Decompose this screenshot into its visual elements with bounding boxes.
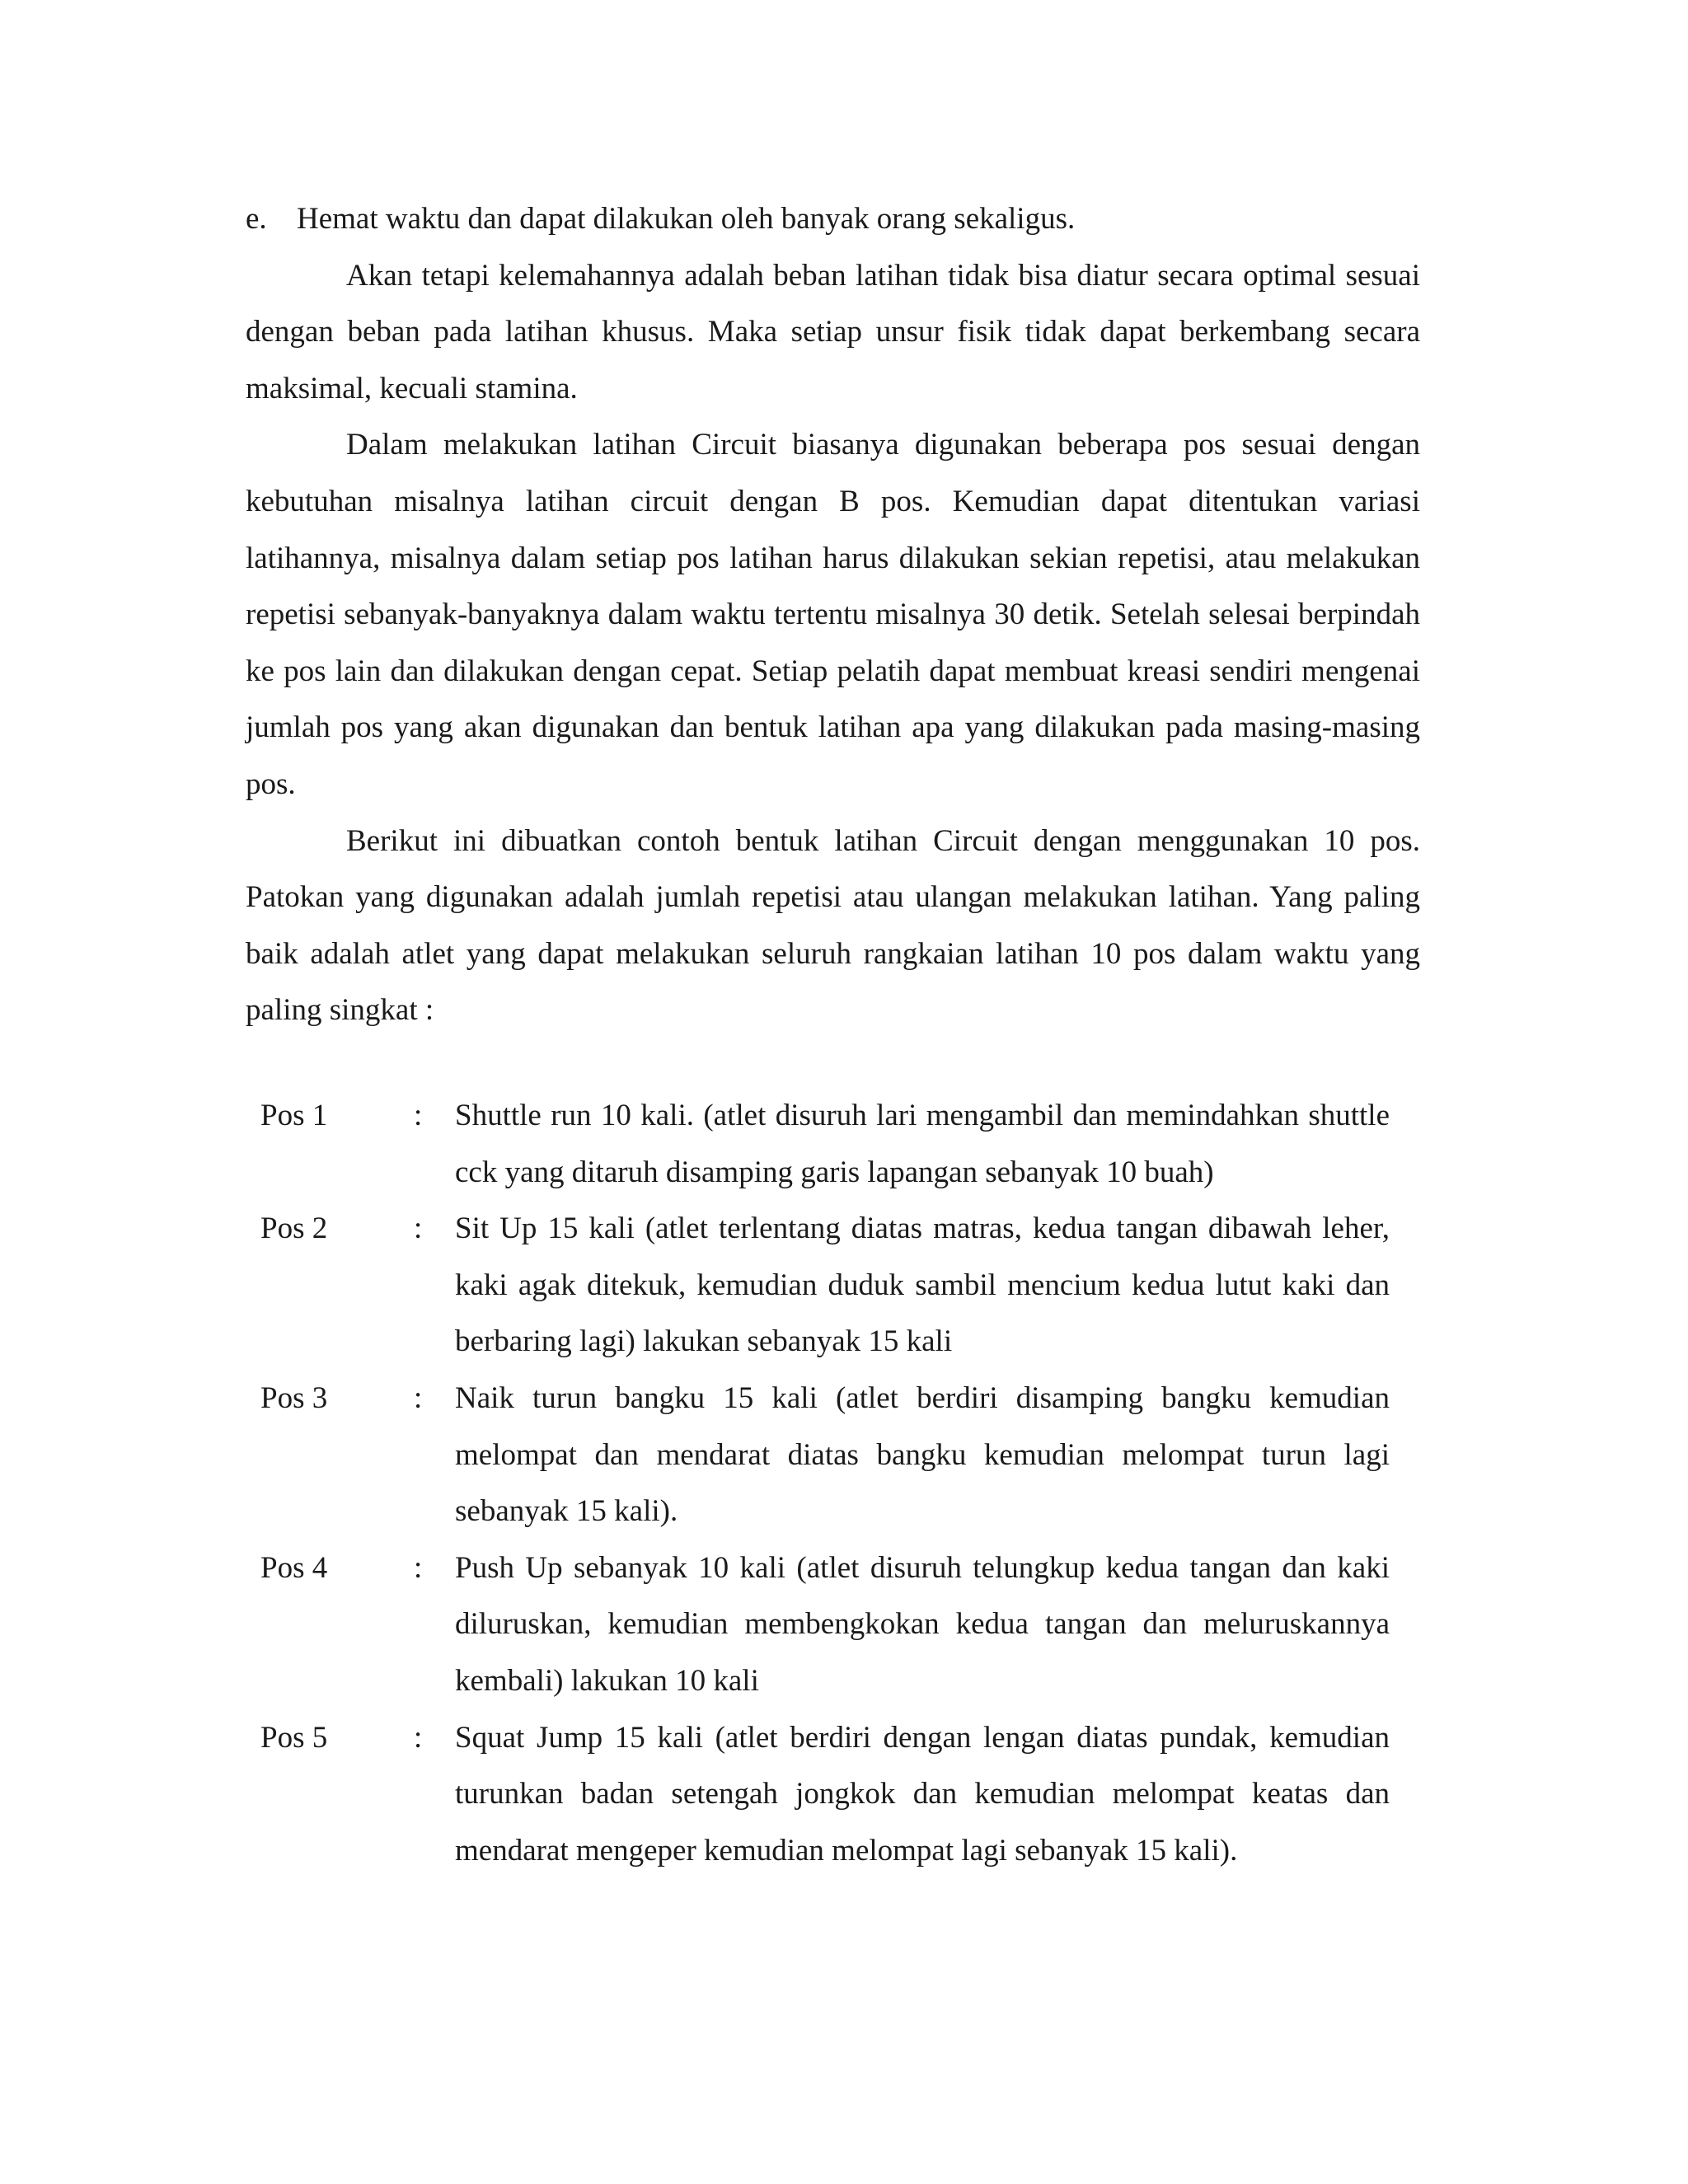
paragraph-weakness: Akan tetapi kelemahannya adalah beban latihan tidak bisa diatur secara optimal sesuai dengan beban pada latihan khusus. Maka setiap unsur fisik tidak dapat berkembang secara maksimal, kecuali stamina. (246, 258, 1420, 405)
pos-row (260, 1540, 1390, 1710)
pos-description: Squat Jump 15 kali (atlet berdiri dengan lengan diatas pundak, kemudian turunkan badan setengah jongkok dan kemudian melompat keatas dan mendarat mengeper kemudian melompat lagi sebanyak 15 kali). (455, 1720, 1390, 1868)
pos-list (260, 1088, 1390, 1879)
pos-row (260, 1088, 1390, 1201)
list-item-e (246, 191, 1420, 248)
pos-description: Push Up sebanyak 10 kali (atlet disuruh telungkup kedua tangan dan kaki diluruskan, kemudian membengkokan kedua tangan dan meluruskannya kembali) lakukan 10 kali (455, 1550, 1390, 1698)
pos-colon: : (414, 1550, 423, 1585)
document-body (246, 191, 1420, 1039)
pos-label: Pos 5 (260, 1720, 328, 1755)
pos-row (260, 1201, 1390, 1371)
pos-label: Pos 3 (260, 1380, 328, 1415)
pos-label: Pos 1 (260, 1099, 328, 1132)
pos-description: Naik turun bangku 15 kali (atlet berdiri disamping bangku kemudian melompat dan mendarat diatas bangku kemudian melompat turun lagi sebanyak 15 kali). (455, 1380, 1390, 1529)
paragraph-example-intro: Berikut ini dibuatkan contoh bentuk latihan Circuit dengan menggunakan 10 pos. Patokan yang digunakan adalah jumlah repetisi atau ulangan melakukan latihan. Yang paling baik adalah atlet yang dapat melakukan seluruh rangkaian latihan 10 pos dalam waktu yang paling singkat : (246, 823, 1420, 1028)
pos-colon: : (414, 1380, 423, 1415)
pos-row (260, 1710, 1390, 1880)
pos-colon: : (414, 1099, 423, 1132)
pos-label: Pos 2 (260, 1212, 328, 1246)
paragraph-circuit-posts: Dalam melakukan latihan Circuit biasanya digunakan beberapa pos sesuai dengan kebutuhan misalnya latihan circuit dengan B pos. Kemudian dapat ditentukan variasi latihannya, misalnya dalam setiap pos latihan harus dilakukan sekian repetisi, atau melakukan repetisi sebanyak-banyaknya dalam waktu tertentu misalnya 30 detik. Setelah selesai berpindah ke pos lain dan dilakukan dengan cepat. Setiap pelatih dapat membuat kreasi sendiri mengenai jumlah pos yang akan digunakan dan bentuk latihan apa yang dilakukan pada masing-masing pos. (246, 428, 1420, 801)
pos-colon: : (414, 1212, 423, 1246)
pos-row (260, 1371, 1390, 1540)
pos-description: Sit Up 15 kali (atlet terlentang diatas matras, kedua tangan dibawah leher, kaki agak ditekuk, kemudian duduk sambil mencium kedua lutut kaki dan berbaring lagi) lakukan sebanyak 15 kali (455, 1212, 1390, 1359)
list-marker: e. (246, 202, 267, 236)
list-item-text: Hemat waktu dan dapat dilakukan oleh banyak orang sekaligus. (297, 202, 1076, 236)
pos-label: Pos 4 (260, 1550, 328, 1585)
pos-colon: : (414, 1720, 423, 1755)
pos-description: Shuttle run 10 kali. (atlet disuruh lari mengambil dan memindahkan shuttle cck yang ditaruh disamping garis lapangan sebanyak 10 buah) (455, 1099, 1390, 1189)
